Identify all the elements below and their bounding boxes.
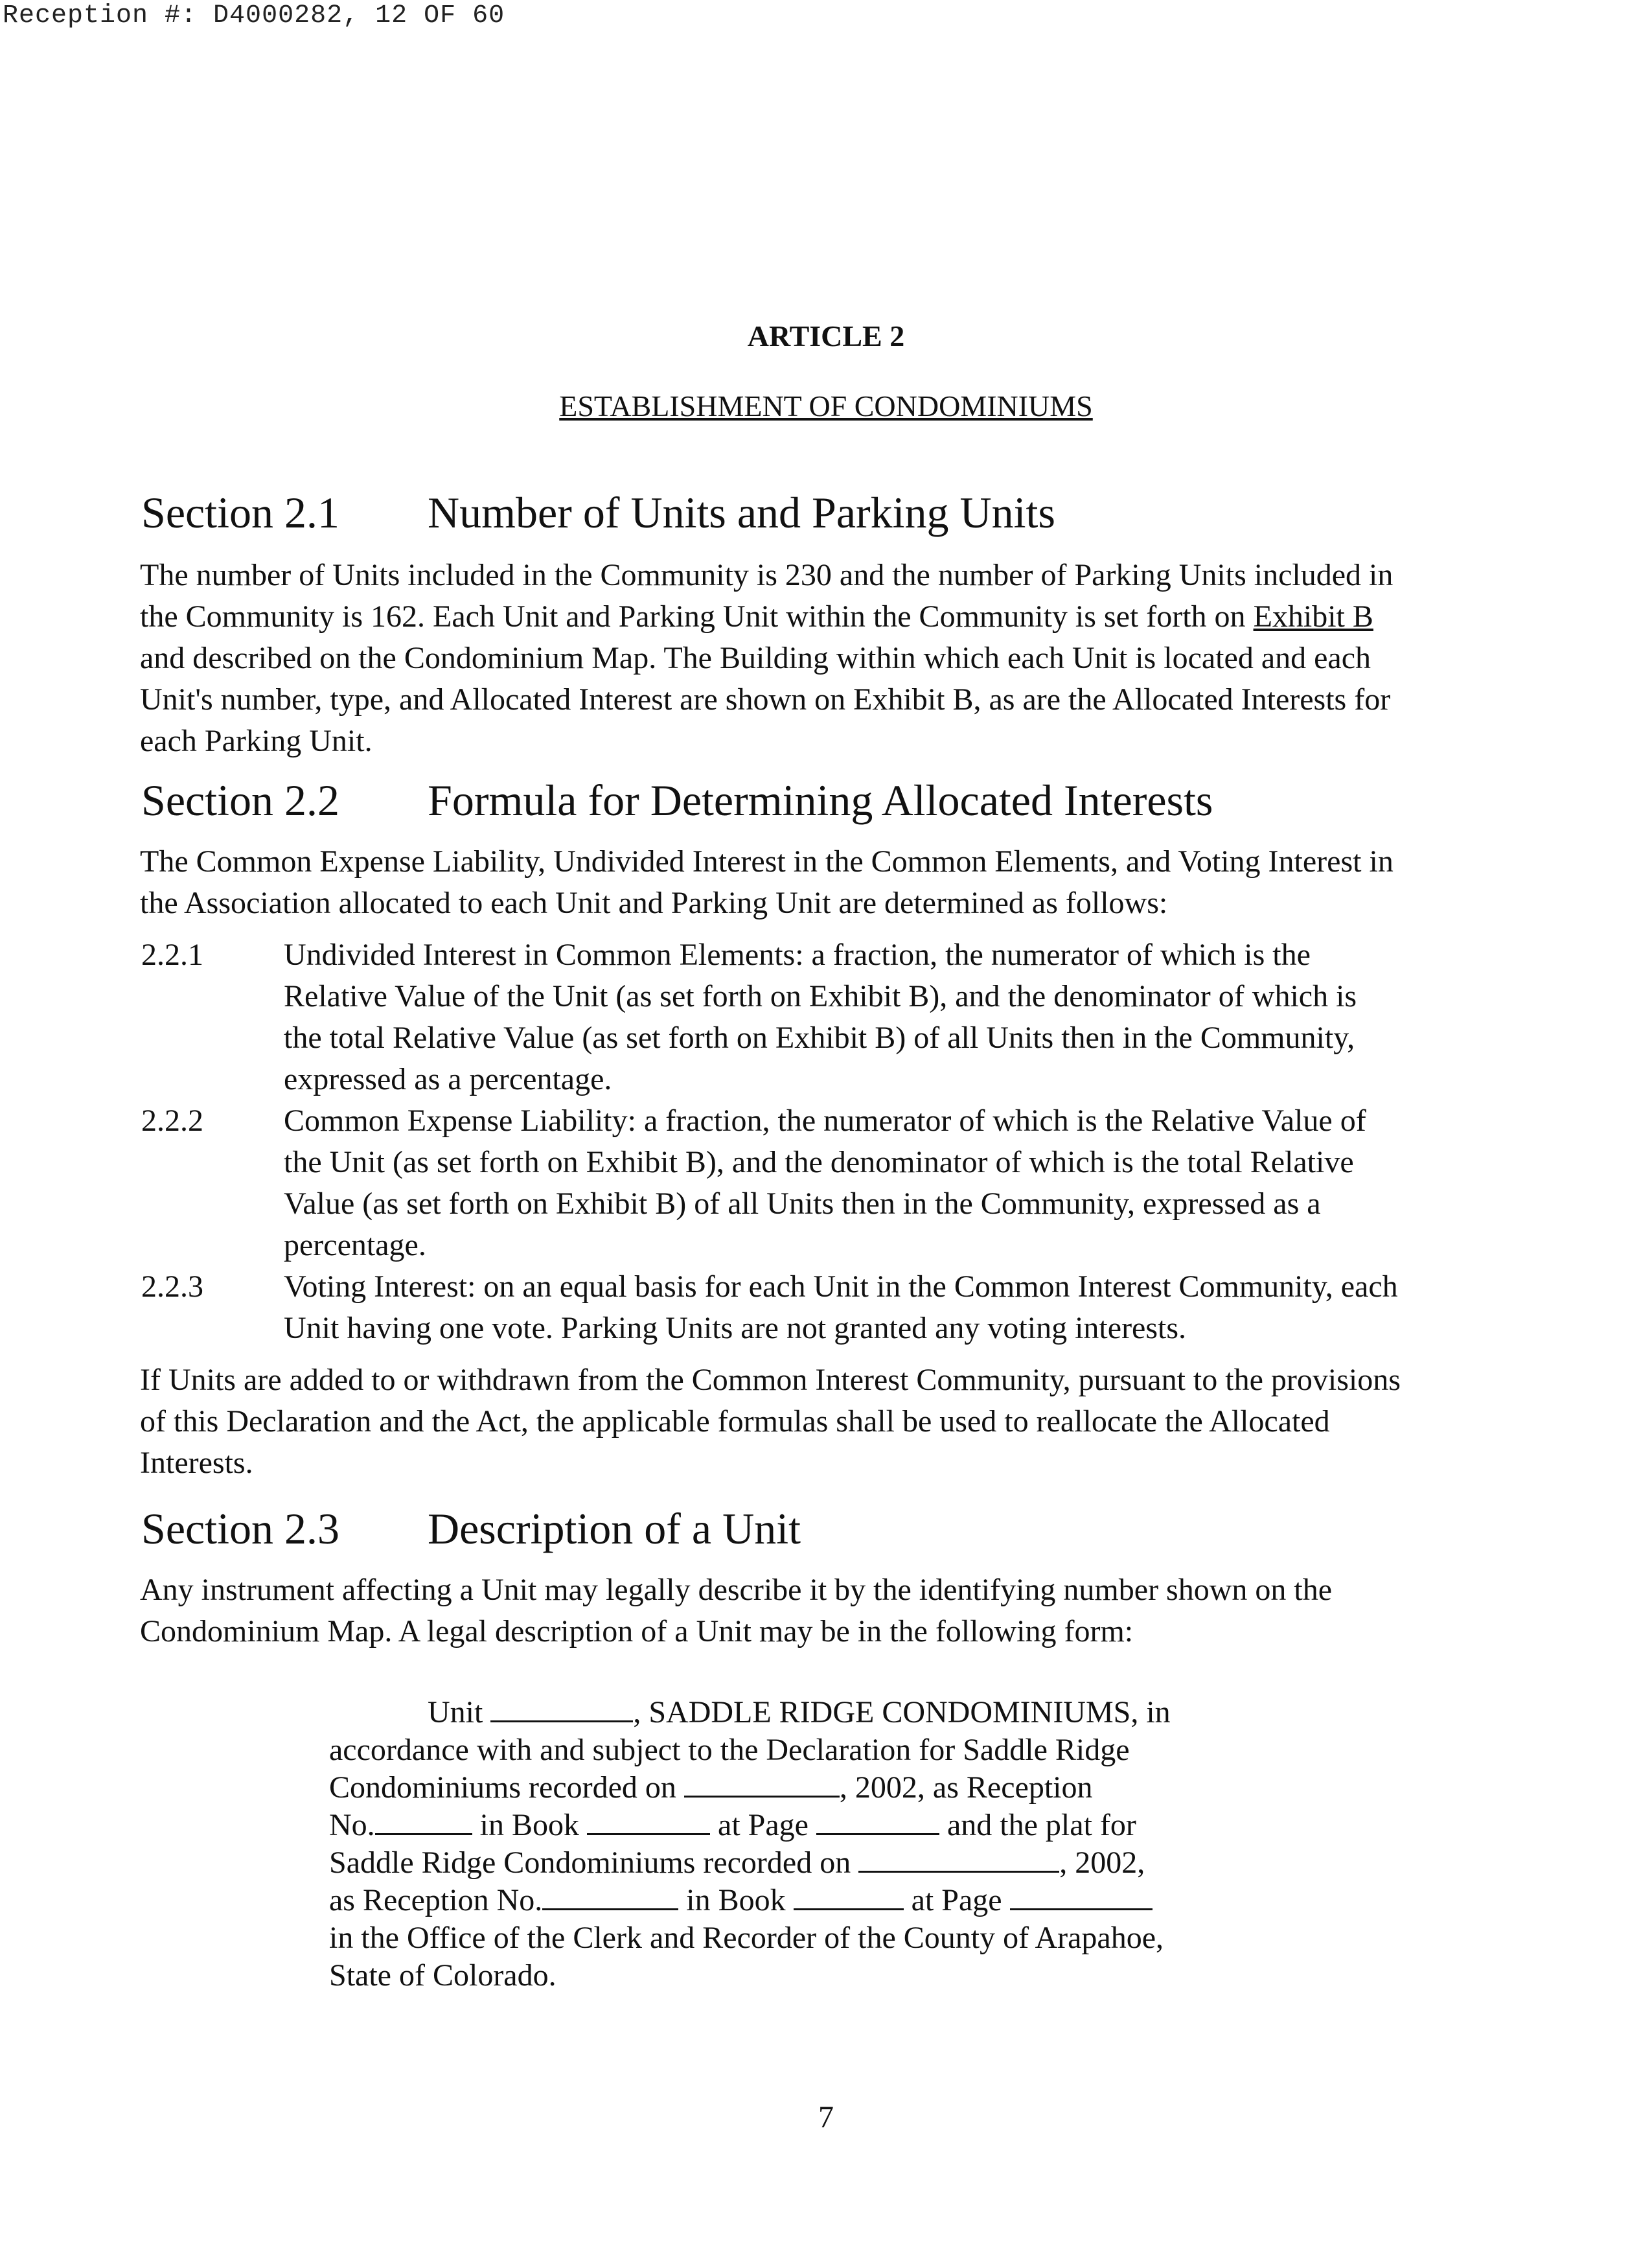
exhibit-b-reference: Exhibit B — [1253, 599, 1373, 634]
list-item-text: Undivided Interest in Common Elements: a fraction, the numerator of which is the Relative Value of the Unit (as set forth on Exhibit B), and the denominator of which is the total Relative Value (as set forth on Exhibit B) of all Units then in the Community, expressed as a percentage. — [284, 938, 1357, 1096]
form-line: State of Colorado. — [329, 1958, 556, 1993]
section-2-3-title: Description of a Unit — [428, 1504, 801, 1553]
list-item-number: 2.2.3 — [141, 1269, 203, 1304]
article-subtitle: ESTABLISHMENT OF CONDOMINIUMS — [559, 389, 1093, 422]
form-line-plat-reception: as Reception No. in Book at Page — [329, 1882, 1153, 1919]
section-2-2-closing: If Units are added to or withdrawn from the Common Interest Community, pursuant to the provisions of this Declaration and the Act, the applicable formulas shall be used to reallocate the Allocated Interests. — [140, 1363, 1401, 1480]
section-2-2-intro: The Common Expense Liability, Undivided Interest in the Common Elements, and Voting Interest in the Association allocated to each Unit and Parking Unit are determined as follows: — [140, 844, 1394, 920]
list-item-number: 2.2.2 — [141, 1104, 203, 1138]
form-line-plat: Saddle Ridge Condominiums recorded on , 2002, — [329, 1845, 1145, 1880]
section-2-1-body: The number of Units included in the Community is 230 and the number of Parking Units included in the Community is 162. Each Unit and Parking Unit within the Community is set forth on Exhibit B and described on the Condominium Map. The Building within which each Unit is located and each Unit's number, type, and Allocated Interest are shown on Exhibit B, as are the Allocated Interests for each Parking Unit. — [140, 558, 1394, 758]
form-line-recorded: Condominiums recorded on , 2002, as Reception — [329, 1770, 1093, 1805]
section-2-1-title: Number of Units and Parking Units — [428, 488, 1055, 537]
plat-date-blank — [858, 1845, 1059, 1873]
page-blank — [816, 1807, 939, 1835]
plat-book-blank — [794, 1882, 904, 1910]
plat-reception-blank — [542, 1882, 678, 1910]
reception-number-blank — [375, 1807, 472, 1835]
form-line: accordance with and subject to the Declaration for Saddle Ridge — [329, 1733, 1130, 1767]
list-item-text: Common Expense Liability: a fraction, the numerator of which is the Relative Value of the Unit (as set forth on Exhibit B), and the denominator of which is the total Relative Value (as set forth on Exhibit B) of all Units then in the Community, expressed as a percentage. — [284, 1104, 1366, 1262]
date-blank — [684, 1770, 840, 1798]
reception-header: Reception #: D4000282, 12 OF 60 — [3, 1, 505, 30]
list-item-text: Voting Interest: on an equal basis for each Unit in the Common Interest Community, each Unit having one vote. Parking Units are not granted any voting interests. — [284, 1269, 1398, 1345]
form-line-book-page: No. in Book at Page and the plat for — [329, 1808, 1136, 1842]
section-2-2-number: Section 2.2 — [141, 776, 339, 825]
form-line: in the Office of the Clerk and Recorder of the County of Arapahoe, — [329, 1921, 1164, 1955]
list-item-number: 2.2.1 — [141, 938, 203, 972]
plat-page-blank — [1010, 1882, 1153, 1910]
section-2-3-body: Any instrument affecting a Unit may legally describe it by the identifying number shown on the Condominium Map. A legal description of a Unit may be in the following form: — [140, 1573, 1333, 1648]
unit-blank — [490, 1694, 633, 1722]
book-blank — [587, 1807, 710, 1835]
article-title: ARTICLE 2 — [747, 319, 905, 353]
section-2-3-number: Section 2.3 — [141, 1504, 339, 1553]
section-2-1-number: Section 2.1 — [141, 488, 339, 537]
form-line-unit: Unit , SADDLE RIDGE CONDOMINIUMS, in — [428, 1695, 1171, 1729]
section-2-2-title: Formula for Determining Allocated Interests — [428, 776, 1213, 825]
page-number: 7 — [818, 2100, 834, 2134]
